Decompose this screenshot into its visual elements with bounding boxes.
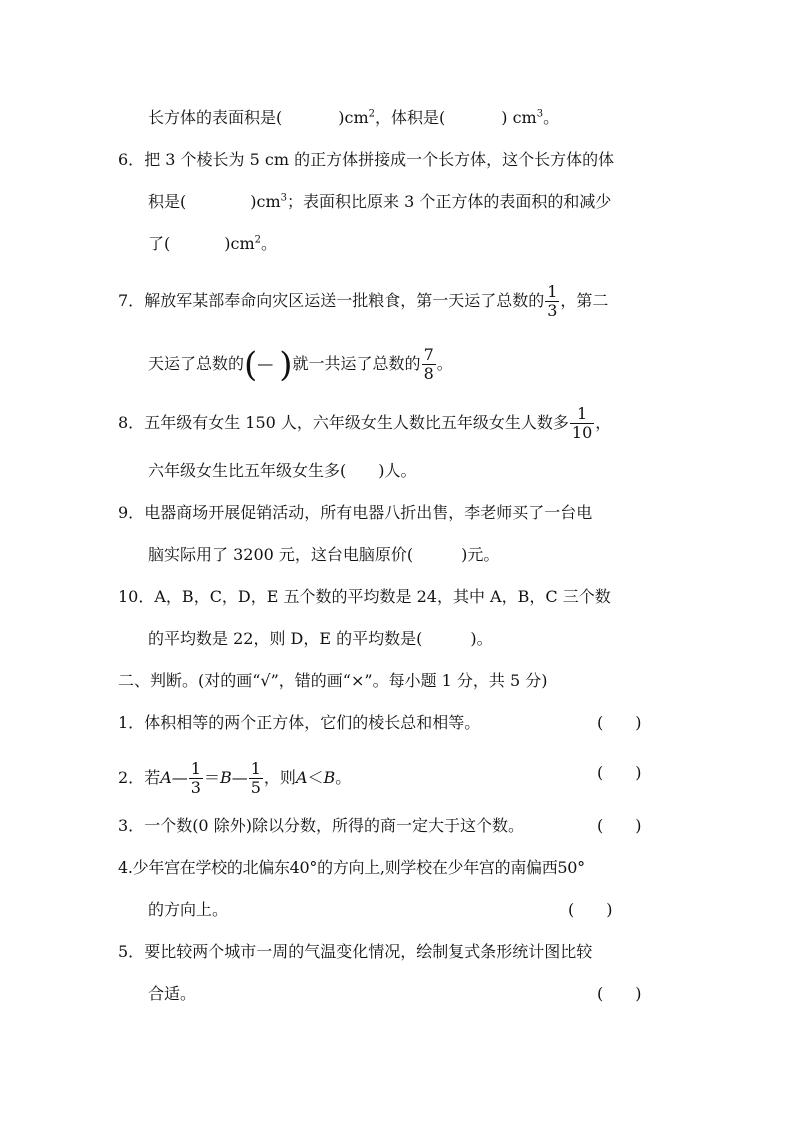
answer-paren[interactable] (597, 762, 642, 784)
question-10-line-1 (118, 586, 611, 608)
superscript: 3 (280, 192, 287, 204)
text: ， (595, 413, 612, 432)
question-text: 合适。 (148, 984, 197, 1003)
text: 积是( (148, 192, 187, 211)
paren-text: ( ) (597, 984, 642, 1003)
judgement-1 (118, 712, 480, 734)
question-number: 4. (118, 858, 133, 877)
question-number: 7． (118, 291, 145, 310)
question-number: 2． (118, 768, 145, 787)
text: 就一共运了总数的 (292, 354, 421, 373)
right-paren: ) (279, 344, 293, 385)
question-text: 少年宫在学校的北偏东40°的方向上,则学校在少年宫的南偏西50° (132, 858, 585, 877)
section-2-heading (118, 670, 548, 692)
superscript: 2 (368, 108, 375, 120)
fraction (249, 760, 263, 797)
variable-a: A (295, 768, 308, 787)
question-number: 3． (118, 816, 145, 835)
question-text: 六年级女生比五年级女生多( )人。 (148, 461, 417, 480)
question-text: 体积相等的两个正方体，它们的棱长总和相等。 (144, 713, 481, 732)
answer-paren[interactable] (597, 815, 642, 837)
superscript: 2 (254, 234, 261, 246)
question-number: 9． (118, 503, 145, 522)
text: )cm (250, 192, 281, 211)
variable-b: B (219, 768, 232, 787)
question-number: 1． (118, 713, 145, 732)
text: 。 (335, 768, 352, 787)
answer-paren[interactable] (597, 983, 642, 1005)
question-text: 的方向上。 (148, 900, 229, 919)
question-9-line-1 (118, 502, 592, 524)
text: )cm (338, 108, 369, 127)
variable-b: B (323, 768, 336, 787)
question-8-line-2 (148, 460, 417, 482)
answer-paren[interactable] (597, 712, 642, 734)
question-text: 一个数(0 除外)除以分数，所得的商一定大于这个数。 (144, 816, 524, 835)
fraction (545, 283, 559, 320)
denominator: 3 (547, 301, 558, 320)
text: ，则 (263, 768, 296, 787)
variable-a: A (160, 768, 172, 787)
paren-text: ( ) (597, 816, 642, 835)
numerator: 1 (547, 282, 558, 301)
numerator: 1 (570, 405, 594, 424)
question-6-line-1 (118, 149, 614, 171)
denominator: 3 (190, 778, 201, 797)
text: 若 (144, 768, 161, 787)
equals-sign: ＝ (203, 768, 220, 787)
question-text: 脑实际用了 3200 元，这台电脑原价( )元。 (148, 545, 500, 564)
question-9-line-2 (148, 544, 499, 566)
denominator: 10 (571, 423, 593, 442)
text: 长方体的表面积是( (148, 108, 283, 127)
numerator: 1 (190, 759, 201, 778)
question-text: 要比较两个城市一周的气温变化情况，绘制复式条形统计图比较 (144, 942, 593, 961)
text: 天运了总数的 (148, 354, 245, 373)
text: 。 (261, 234, 278, 253)
question-6-line-3 (148, 233, 277, 255)
text: 。 (436, 354, 453, 373)
judgement-4-line-2 (148, 899, 228, 921)
fraction (189, 760, 203, 797)
text: ，第二 (560, 291, 609, 310)
denominator: 8 (423, 364, 434, 383)
question-text: A，B，C，D，E 五个数的平均数是 24，其中 A，B，C 三个数 (154, 587, 611, 606)
question-number: 10． (118, 587, 155, 606)
question-text: 把 3 个棱长为 5 cm 的正方体拼接成一个长方体，这个长方体的体 (144, 150, 615, 169)
question-text: 电器商场开展促销活动，所有电器八折出售，李老师买了一台电 (144, 503, 593, 522)
judgement-2 (118, 760, 351, 797)
q5-continuation-line (148, 107, 559, 129)
minus-sign: — (231, 768, 248, 787)
judgement-5-line-2 (148, 983, 196, 1005)
question-number: 8． (118, 413, 145, 432)
fraction (570, 405, 594, 442)
question-text: 五年级有女生 150 人，六年级女生人数比五年级女生人数多 (144, 413, 569, 432)
paren-text: ( ) (597, 763, 642, 782)
judgement-3 (118, 815, 524, 837)
blank-dash: — (257, 354, 274, 373)
superscript: 3 (536, 108, 544, 120)
fraction (422, 346, 436, 383)
less-than-sign: ＜ (307, 768, 324, 787)
question-number: 6． (118, 150, 145, 169)
text: ) cm (501, 108, 537, 127)
question-text: 的平均数是 22，则 D，E 的平均数是( )。 (148, 629, 493, 648)
judgement-4-line-1 (118, 857, 585, 879)
question-10-line-2 (148, 628, 493, 650)
paren-text: ( ) (568, 900, 613, 919)
question-7-line-2 (148, 346, 453, 383)
question-number: 5． (118, 942, 145, 961)
text: )cm (224, 234, 255, 253)
question-8-line-1 (118, 405, 611, 442)
numerator: 7 (423, 345, 434, 364)
denominator: 5 (250, 778, 261, 797)
question-6-line-2 (148, 191, 611, 213)
text: ，体积是( (375, 108, 446, 127)
paren-text: ( ) (597, 713, 642, 732)
left-paren: ( (244, 344, 258, 385)
answer-paren[interactable] (568, 899, 613, 921)
section-title: 二、判断。(对的画“√”，错的画“×”。每小题 1 分，共 5 分) (118, 671, 548, 690)
text: ；表面积比原来 3 个正方体的表面积的和减少 (287, 192, 612, 211)
text: 了( (148, 234, 171, 253)
question-7-line-1 (118, 283, 608, 320)
judgement-5-line-1 (118, 941, 592, 963)
text: 。 (543, 108, 560, 127)
minus-sign: — (171, 768, 188, 787)
question-text: 解放军某部奉命向灾区运送一批粮食，第一天运了总数的 (144, 291, 545, 310)
numerator: 1 (250, 759, 261, 778)
